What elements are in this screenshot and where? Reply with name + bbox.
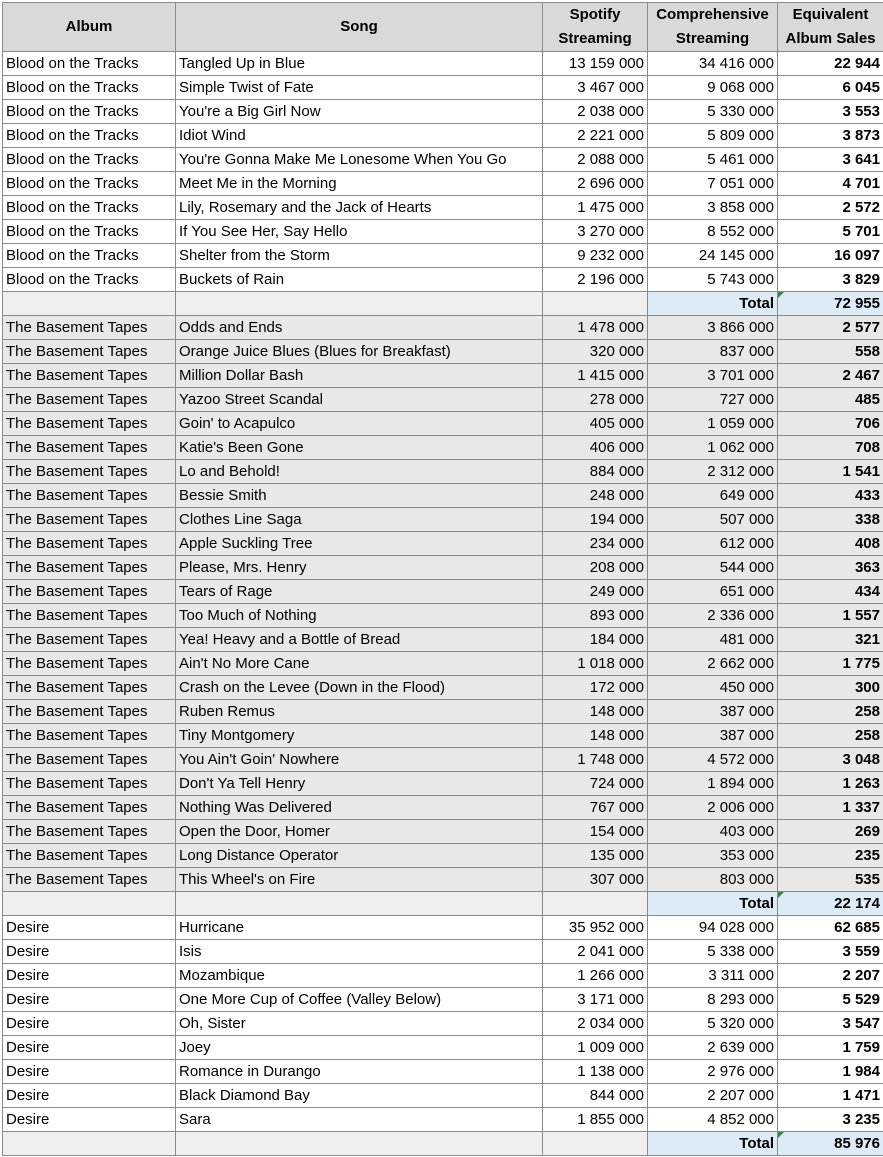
comprehensive-streaming-cell[interactable]: 4 852 000 <box>648 1108 778 1132</box>
song-cell[interactable]: Crash on the Levee (Down in the Flood) <box>176 676 543 700</box>
table-row <box>3 196 883 220</box>
comprehensive-streaming-cell[interactable]: 94 028 000 <box>648 916 778 940</box>
header-equivalent-album-sales[interactable] <box>778 3 883 52</box>
table-row <box>3 148 883 172</box>
album-cell[interactable]: The Basement Tapes <box>3 724 176 748</box>
song-cell[interactable]: You're Gonna Make Me Lonesome When You Go <box>176 148 543 172</box>
table-row <box>3 532 883 556</box>
album-cell[interactable]: The Basement Tapes <box>3 316 176 340</box>
table-row <box>3 412 883 436</box>
equivalent-album-sales-cell[interactable]: 433 <box>778 484 883 508</box>
empty-cell[interactable] <box>176 1132 543 1156</box>
album-cell[interactable]: The Basement Tapes <box>3 412 176 436</box>
comprehensive-streaming-cell[interactable]: 2 207 000 <box>648 1084 778 1108</box>
song-cell[interactable]: Lily, Rosemary and the Jack of Hearts <box>176 196 543 220</box>
comprehensive-streaming-cell[interactable]: 5 743 000 <box>648 268 778 292</box>
table-row <box>3 700 883 724</box>
table-row <box>3 220 883 244</box>
song-cell[interactable]: Lo and Behold! <box>176 460 543 484</box>
album-cell[interactable]: The Basement Tapes <box>3 628 176 652</box>
comprehensive-streaming-cell[interactable]: 3 858 000 <box>648 196 778 220</box>
song-cell[interactable]: Bessie Smith <box>176 484 543 508</box>
table-row <box>3 868 883 892</box>
spotify-streaming-cell[interactable]: 405 000 <box>543 412 648 436</box>
table-row <box>3 268 883 292</box>
song-cell[interactable]: Joey <box>176 1036 543 1060</box>
empty-cell[interactable] <box>3 892 176 916</box>
table-row <box>3 940 883 964</box>
table-row <box>3 844 883 868</box>
table-row <box>3 436 883 460</box>
table-row <box>3 484 883 508</box>
album-cell[interactable]: The Basement Tapes <box>3 532 176 556</box>
equivalent-album-sales-cell[interactable]: 485 <box>778 388 883 412</box>
table-row <box>3 724 883 748</box>
total-value-cell[interactable]: 22 174 <box>778 892 883 916</box>
comprehensive-streaming-cell[interactable]: 727 000 <box>648 388 778 412</box>
comprehensive-streaming-cell[interactable]: 34 416 000 <box>648 52 778 76</box>
spotify-streaming-cell[interactable]: 2 088 000 <box>543 148 648 172</box>
table-row <box>3 340 883 364</box>
comprehensive-streaming-cell[interactable]: 544 000 <box>648 556 778 580</box>
equivalent-album-sales-cell[interactable]: 535 <box>778 868 883 892</box>
equivalent-album-sales-cell[interactable]: 434 <box>778 580 883 604</box>
song-cell[interactable]: Odds and Ends <box>176 316 543 340</box>
song-cell[interactable]: Goin' to Acapulco <box>176 412 543 436</box>
album-cell[interactable]: The Basement Tapes <box>3 388 176 412</box>
table-row <box>3 364 883 388</box>
album-cell[interactable]: Blood on the Tracks <box>3 100 176 124</box>
table-row <box>3 580 883 604</box>
album-cell[interactable]: Blood on the Tracks <box>3 220 176 244</box>
equivalent-album-sales-cell[interactable]: 5 701 <box>778 220 883 244</box>
album-cell[interactable]: The Basement Tapes <box>3 364 176 388</box>
song-cell[interactable]: Meet Me in the Morning <box>176 172 543 196</box>
album-cell[interactable]: Desire <box>3 1060 176 1084</box>
comprehensive-streaming-cell[interactable]: 2 006 000 <box>648 796 778 820</box>
comprehensive-streaming-cell[interactable]: 2 976 000 <box>648 1060 778 1084</box>
song-cell[interactable]: Yea! Heavy and a Bottle of Bread <box>176 628 543 652</box>
table-row <box>3 676 883 700</box>
total-value-cell[interactable]: 85 976 <box>778 1132 883 1156</box>
equivalent-album-sales-cell[interactable]: 2 467 <box>778 364 883 388</box>
comprehensive-streaming-cell[interactable]: 3 866 000 <box>648 316 778 340</box>
equivalent-album-sales-cell[interactable]: 269 <box>778 820 883 844</box>
total-label-cell[interactable]: Total <box>648 292 778 316</box>
album-cell[interactable]: The Basement Tapes <box>3 844 176 868</box>
comprehensive-streaming-cell[interactable]: 24 145 000 <box>648 244 778 268</box>
comprehensive-streaming-cell[interactable]: 612 000 <box>648 532 778 556</box>
song-cell[interactable]: You're a Big Girl Now <box>176 100 543 124</box>
equivalent-album-sales-cell[interactable]: 3 873 <box>778 124 883 148</box>
comprehensive-streaming-cell[interactable]: 1 062 000 <box>648 436 778 460</box>
spotify-streaming-cell[interactable]: 844 000 <box>543 1084 648 1108</box>
equivalent-album-sales-cell[interactable]: 235 <box>778 844 883 868</box>
song-cell[interactable]: Too Much of Nothing <box>176 604 543 628</box>
equivalent-album-sales-cell[interactable]: 2 577 <box>778 316 883 340</box>
comprehensive-streaming-cell[interactable]: 649 000 <box>648 484 778 508</box>
album-cell[interactable]: The Basement Tapes <box>3 556 176 580</box>
album-cell[interactable]: Blood on the Tracks <box>3 196 176 220</box>
album-sales-table <box>2 2 883 1156</box>
equivalent-album-sales-cell[interactable]: 2 207 <box>778 964 883 988</box>
equivalent-album-sales-cell[interactable]: 5 529 <box>778 988 883 1012</box>
header-comprehensive-line1: Comprehensive <box>656 6 769 23</box>
comprehensive-streaming-cell[interactable]: 5 809 000 <box>648 124 778 148</box>
spotify-streaming-cell[interactable]: 2 034 000 <box>543 1012 648 1036</box>
spotify-streaming-cell[interactable]: 884 000 <box>543 460 648 484</box>
song-cell[interactable]: Buckets of Rain <box>176 268 543 292</box>
equivalent-album-sales-cell[interactable]: 706 <box>778 412 883 436</box>
equivalent-album-sales-cell[interactable]: 1 541 <box>778 460 883 484</box>
song-cell[interactable]: Mozambique <box>176 964 543 988</box>
equivalent-album-sales-cell[interactable]: 6 045 <box>778 76 883 100</box>
equivalent-album-sales-cell[interactable]: 1 337 <box>778 796 883 820</box>
spotify-streaming-cell[interactable]: 194 000 <box>543 508 648 532</box>
song-cell[interactable]: Nothing Was Delivered <box>176 796 543 820</box>
table-row <box>3 916 883 940</box>
comprehensive-streaming-cell[interactable]: 353 000 <box>648 844 778 868</box>
total-label-cell[interactable]: Total <box>648 1132 778 1156</box>
spotify-streaming-cell[interactable]: 184 000 <box>543 628 648 652</box>
total-row <box>3 1132 883 1156</box>
song-cell[interactable]: Please, Mrs. Henry <box>176 556 543 580</box>
equivalent-album-sales-cell[interactable]: 4 701 <box>778 172 883 196</box>
spotify-streaming-cell[interactable]: 172 000 <box>543 676 648 700</box>
song-cell[interactable]: Long Distance Operator <box>176 844 543 868</box>
album-cell[interactable]: The Basement Tapes <box>3 868 176 892</box>
song-cell[interactable]: Million Dollar Bash <box>176 364 543 388</box>
album-cell[interactable]: Desire <box>3 1012 176 1036</box>
equivalent-album-sales-cell[interactable]: 363 <box>778 556 883 580</box>
comprehensive-streaming-cell[interactable]: 2 639 000 <box>648 1036 778 1060</box>
total-value-cell[interactable]: 72 955 <box>778 292 883 316</box>
album-cell[interactable]: The Basement Tapes <box>3 436 176 460</box>
table-row <box>3 1108 883 1132</box>
header-equivalent-line2: Album Sales <box>785 30 875 47</box>
total-label-cell[interactable]: Total <box>648 892 778 916</box>
comprehensive-streaming-cell[interactable]: 5 320 000 <box>648 1012 778 1036</box>
spotify-streaming-cell[interactable]: 208 000 <box>543 556 648 580</box>
table-row <box>3 124 883 148</box>
empty-cell[interactable] <box>543 892 648 916</box>
album-cell[interactable]: Desire <box>3 1084 176 1108</box>
comprehensive-streaming-cell[interactable]: 803 000 <box>648 868 778 892</box>
spotify-streaming-cell[interactable]: 1 018 000 <box>543 652 648 676</box>
formula-indicator-icon <box>778 292 784 298</box>
table-row <box>3 748 883 772</box>
song-cell[interactable]: You Ain't Goin' Nowhere <box>176 748 543 772</box>
comprehensive-streaming-cell[interactable]: 8 552 000 <box>648 220 778 244</box>
song-cell[interactable]: Hurricane <box>176 916 543 940</box>
album-cell[interactable]: The Basement Tapes <box>3 580 176 604</box>
empty-cell[interactable] <box>176 292 543 316</box>
spotify-streaming-cell[interactable]: 2 696 000 <box>543 172 648 196</box>
spotify-streaming-cell[interactable]: 234 000 <box>543 532 648 556</box>
song-cell[interactable]: Open the Door, Homer <box>176 820 543 844</box>
spotify-streaming-cell[interactable]: 35 952 000 <box>543 916 648 940</box>
comprehensive-streaming-cell[interactable]: 1 894 000 <box>648 772 778 796</box>
table-row <box>3 76 883 100</box>
album-cell[interactable]: The Basement Tapes <box>3 820 176 844</box>
spotify-streaming-cell[interactable]: 2 041 000 <box>543 940 648 964</box>
equivalent-album-sales-cell[interactable]: 3 829 <box>778 268 883 292</box>
song-cell[interactable]: Tiny Montgomery <box>176 724 543 748</box>
header-song[interactable]: Song <box>176 3 543 52</box>
equivalent-album-sales-cell[interactable]: 3 235 <box>778 1108 883 1132</box>
song-cell[interactable]: Orange Juice Blues (Blues for Breakfast) <box>176 340 543 364</box>
equivalent-album-sales-cell[interactable]: 1 263 <box>778 772 883 796</box>
song-cell[interactable]: If You See Her, Say Hello <box>176 220 543 244</box>
album-cell[interactable]: Blood on the Tracks <box>3 268 176 292</box>
album-cell[interactable]: Blood on the Tracks <box>3 148 176 172</box>
empty-cell[interactable] <box>543 292 648 316</box>
album-cell[interactable]: Blood on the Tracks <box>3 52 176 76</box>
comprehensive-streaming-cell[interactable]: 8 293 000 <box>648 988 778 1012</box>
equivalent-album-sales-cell[interactable]: 300 <box>778 676 883 700</box>
comprehensive-streaming-cell[interactable]: 450 000 <box>648 676 778 700</box>
table-row <box>3 652 883 676</box>
spotify-streaming-cell[interactable]: 2 221 000 <box>543 124 648 148</box>
spotify-streaming-cell[interactable]: 1 415 000 <box>543 364 648 388</box>
song-cell[interactable]: Shelter from the Storm <box>176 244 543 268</box>
header-spotify-line2: Streaming <box>558 30 631 47</box>
table-row <box>3 316 883 340</box>
table-row <box>3 460 883 484</box>
album-cell[interactable]: The Basement Tapes <box>3 484 176 508</box>
album-cell[interactable]: The Basement Tapes <box>3 700 176 724</box>
equivalent-album-sales-cell[interactable]: 258 <box>778 700 883 724</box>
spotify-streaming-cell[interactable]: 148 000 <box>543 724 648 748</box>
spotify-streaming-cell[interactable]: 724 000 <box>543 772 648 796</box>
comprehensive-streaming-cell[interactable]: 7 051 000 <box>648 172 778 196</box>
equivalent-album-sales-cell[interactable]: 1 775 <box>778 652 883 676</box>
comprehensive-streaming-cell[interactable]: 1 059 000 <box>648 412 778 436</box>
equivalent-album-sales-cell[interactable]: 708 <box>778 436 883 460</box>
song-cell[interactable]: Idiot Wind <box>176 124 543 148</box>
song-cell[interactable]: Ruben Remus <box>176 700 543 724</box>
equivalent-album-sales-cell[interactable]: 258 <box>778 724 883 748</box>
spotify-streaming-cell[interactable]: 893 000 <box>543 604 648 628</box>
spotify-streaming-cell[interactable]: 2 196 000 <box>543 268 648 292</box>
equivalent-album-sales-cell[interactable]: 558 <box>778 340 883 364</box>
spotify-streaming-cell[interactable]: 1 138 000 <box>543 1060 648 1084</box>
spotify-streaming-cell[interactable]: 135 000 <box>543 844 648 868</box>
table-row <box>3 388 883 412</box>
spotify-streaming-cell[interactable]: 3 467 000 <box>543 76 648 100</box>
table-row <box>3 1084 883 1108</box>
spotify-streaming-cell[interactable]: 248 000 <box>543 484 648 508</box>
table-row <box>3 988 883 1012</box>
song-cell[interactable]: Romance in Durango <box>176 1060 543 1084</box>
comprehensive-streaming-cell[interactable]: 481 000 <box>648 628 778 652</box>
comprehensive-streaming-cell[interactable]: 2 662 000 <box>648 652 778 676</box>
song-cell[interactable]: Simple Twist of Fate <box>176 76 543 100</box>
album-cell[interactable]: Blood on the Tracks <box>3 76 176 100</box>
album-cell[interactable]: The Basement Tapes <box>3 340 176 364</box>
spotify-streaming-cell[interactable]: 148 000 <box>543 700 648 724</box>
header-equivalent-line1: Equivalent <box>793 6 869 23</box>
equivalent-album-sales-cell[interactable]: 16 097 <box>778 244 883 268</box>
total-row <box>3 292 883 316</box>
spotify-streaming-cell[interactable]: 1 266 000 <box>543 964 648 988</box>
equivalent-album-sales-cell[interactable]: 2 572 <box>778 196 883 220</box>
table-row <box>3 52 883 76</box>
equivalent-album-sales-cell[interactable]: 338 <box>778 508 883 532</box>
header-row <box>3 3 883 52</box>
equivalent-album-sales-cell[interactable]: 3 553 <box>778 100 883 124</box>
song-cell[interactable]: One More Cup of Coffee (Valley Below) <box>176 988 543 1012</box>
song-cell[interactable]: Ain't No More Cane <box>176 652 543 676</box>
table-row <box>3 100 883 124</box>
header-comprehensive-line2: Streaming <box>676 30 749 47</box>
comprehensive-streaming-cell[interactable]: 2 312 000 <box>648 460 778 484</box>
song-cell[interactable]: Katie's Been Gone <box>176 436 543 460</box>
equivalent-album-sales-cell[interactable]: 1 557 <box>778 604 883 628</box>
table-row <box>3 1012 883 1036</box>
table-row <box>3 604 883 628</box>
equivalent-album-sales-cell[interactable]: 1 759 <box>778 1036 883 1060</box>
spotify-streaming-cell[interactable]: 9 232 000 <box>543 244 648 268</box>
empty-cell[interactable] <box>543 1132 648 1156</box>
equivalent-album-sales-cell[interactable]: 1 471 <box>778 1084 883 1108</box>
header-comprehensive-streaming[interactable] <box>648 3 778 52</box>
album-cell[interactable]: Desire <box>3 1036 176 1060</box>
equivalent-album-sales-cell[interactable]: 3 559 <box>778 940 883 964</box>
spotify-streaming-cell[interactable]: 154 000 <box>543 820 648 844</box>
spotify-streaming-cell[interactable]: 3 171 000 <box>543 988 648 1012</box>
comprehensive-streaming-cell[interactable]: 3 701 000 <box>648 364 778 388</box>
song-cell[interactable]: Isis <box>176 940 543 964</box>
song-cell[interactable]: Yazoo Street Scandal <box>176 388 543 412</box>
table-row <box>3 628 883 652</box>
total-row <box>3 892 883 916</box>
table-row <box>3 1036 883 1060</box>
table-row <box>3 508 883 532</box>
spotify-streaming-cell[interactable]: 249 000 <box>543 580 648 604</box>
header-spotify-line1: Spotify <box>570 6 621 23</box>
equivalent-album-sales-cell[interactable]: 3 547 <box>778 1012 883 1036</box>
album-cell[interactable]: The Basement Tapes <box>3 460 176 484</box>
table-row <box>3 244 883 268</box>
comprehensive-streaming-cell[interactable]: 5 330 000 <box>648 100 778 124</box>
comprehensive-streaming-cell[interactable]: 837 000 <box>648 340 778 364</box>
spotify-streaming-cell[interactable]: 3 270 000 <box>543 220 648 244</box>
header-album[interactable]: Album <box>3 3 176 52</box>
equivalent-album-sales-cell[interactable]: 321 <box>778 628 883 652</box>
comprehensive-streaming-cell[interactable]: 4 572 000 <box>648 748 778 772</box>
spotify-streaming-cell[interactable]: 320 000 <box>543 340 648 364</box>
comprehensive-streaming-cell[interactable]: 9 068 000 <box>648 76 778 100</box>
table-row <box>3 172 883 196</box>
spotify-streaming-cell[interactable]: 767 000 <box>543 796 648 820</box>
equivalent-album-sales-cell[interactable]: 62 685 <box>778 916 883 940</box>
comprehensive-streaming-cell[interactable]: 403 000 <box>648 820 778 844</box>
spotify-streaming-cell[interactable]: 1 855 000 <box>543 1108 648 1132</box>
equivalent-album-sales-cell[interactable]: 3 641 <box>778 148 883 172</box>
formula-indicator-icon <box>778 892 784 898</box>
comprehensive-streaming-cell[interactable]: 387 000 <box>648 700 778 724</box>
song-cell[interactable]: This Wheel's on Fire <box>176 868 543 892</box>
album-cell[interactable]: Blood on the Tracks <box>3 244 176 268</box>
album-cell[interactable]: Desire <box>3 916 176 940</box>
table-row <box>3 796 883 820</box>
equivalent-album-sales-cell[interactable]: 3 048 <box>778 748 883 772</box>
album-cell[interactable]: The Basement Tapes <box>3 508 176 532</box>
album-cell[interactable]: The Basement Tapes <box>3 652 176 676</box>
table-row <box>3 556 883 580</box>
table-body <box>3 52 883 1156</box>
table-row <box>3 1060 883 1084</box>
empty-cell[interactable] <box>3 1132 176 1156</box>
spotify-streaming-cell[interactable]: 1 475 000 <box>543 196 648 220</box>
empty-cell[interactable] <box>176 892 543 916</box>
comprehensive-streaming-cell[interactable]: 387 000 <box>648 724 778 748</box>
album-cell[interactable]: The Basement Tapes <box>3 676 176 700</box>
table-row <box>3 964 883 988</box>
table-row <box>3 820 883 844</box>
song-cell[interactable]: Apple Suckling Tree <box>176 532 543 556</box>
spotify-streaming-cell[interactable]: 2 038 000 <box>543 100 648 124</box>
equivalent-album-sales-cell[interactable]: 1 984 <box>778 1060 883 1084</box>
comprehensive-streaming-cell[interactable]: 507 000 <box>648 508 778 532</box>
empty-cell[interactable] <box>3 292 176 316</box>
spotify-streaming-cell[interactable]: 307 000 <box>543 868 648 892</box>
song-cell[interactable]: Don't Ya Tell Henry <box>176 772 543 796</box>
spotify-streaming-cell[interactable]: 278 000 <box>543 388 648 412</box>
equivalent-album-sales-cell[interactable]: 22 944 <box>778 52 883 76</box>
table-row <box>3 772 883 796</box>
song-cell[interactable]: Clothes Line Saga <box>176 508 543 532</box>
song-cell[interactable]: Black Diamond Bay <box>176 1084 543 1108</box>
spotify-streaming-cell[interactable]: 406 000 <box>543 436 648 460</box>
equivalent-album-sales-cell[interactable]: 408 <box>778 532 883 556</box>
spotify-streaming-cell[interactable]: 13 159 000 <box>543 52 648 76</box>
comprehensive-streaming-cell[interactable]: 5 461 000 <box>648 148 778 172</box>
album-cell[interactable]: Desire <box>3 964 176 988</box>
album-cell[interactable]: Desire <box>3 940 176 964</box>
song-cell[interactable]: Tears of Rage <box>176 580 543 604</box>
album-cell[interactable]: Desire <box>3 1108 176 1132</box>
album-cell[interactable]: Desire <box>3 988 176 1012</box>
song-cell[interactable]: Sara <box>176 1108 543 1132</box>
comprehensive-streaming-cell[interactable]: 2 336 000 <box>648 604 778 628</box>
comprehensive-streaming-cell[interactable]: 651 000 <box>648 580 778 604</box>
album-cell[interactable]: The Basement Tapes <box>3 772 176 796</box>
header-spotify-streaming[interactable] <box>543 3 648 52</box>
album-cell[interactable]: Blood on the Tracks <box>3 124 176 148</box>
spotify-streaming-cell[interactable]: 1 009 000 <box>543 1036 648 1060</box>
album-cell[interactable]: The Basement Tapes <box>3 748 176 772</box>
album-cell[interactable]: The Basement Tapes <box>3 796 176 820</box>
song-cell[interactable]: Tangled Up in Blue <box>176 52 543 76</box>
formula-indicator-icon <box>778 1132 784 1138</box>
comprehensive-streaming-cell[interactable]: 5 338 000 <box>648 940 778 964</box>
song-cell[interactable]: Oh, Sister <box>176 1012 543 1036</box>
album-cell[interactable]: Blood on the Tracks <box>3 172 176 196</box>
spotify-streaming-cell[interactable]: 1 478 000 <box>543 316 648 340</box>
album-cell[interactable]: The Basement Tapes <box>3 604 176 628</box>
comprehensive-streaming-cell[interactable]: 3 311 000 <box>648 964 778 988</box>
spotify-streaming-cell[interactable]: 1 748 000 <box>543 748 648 772</box>
